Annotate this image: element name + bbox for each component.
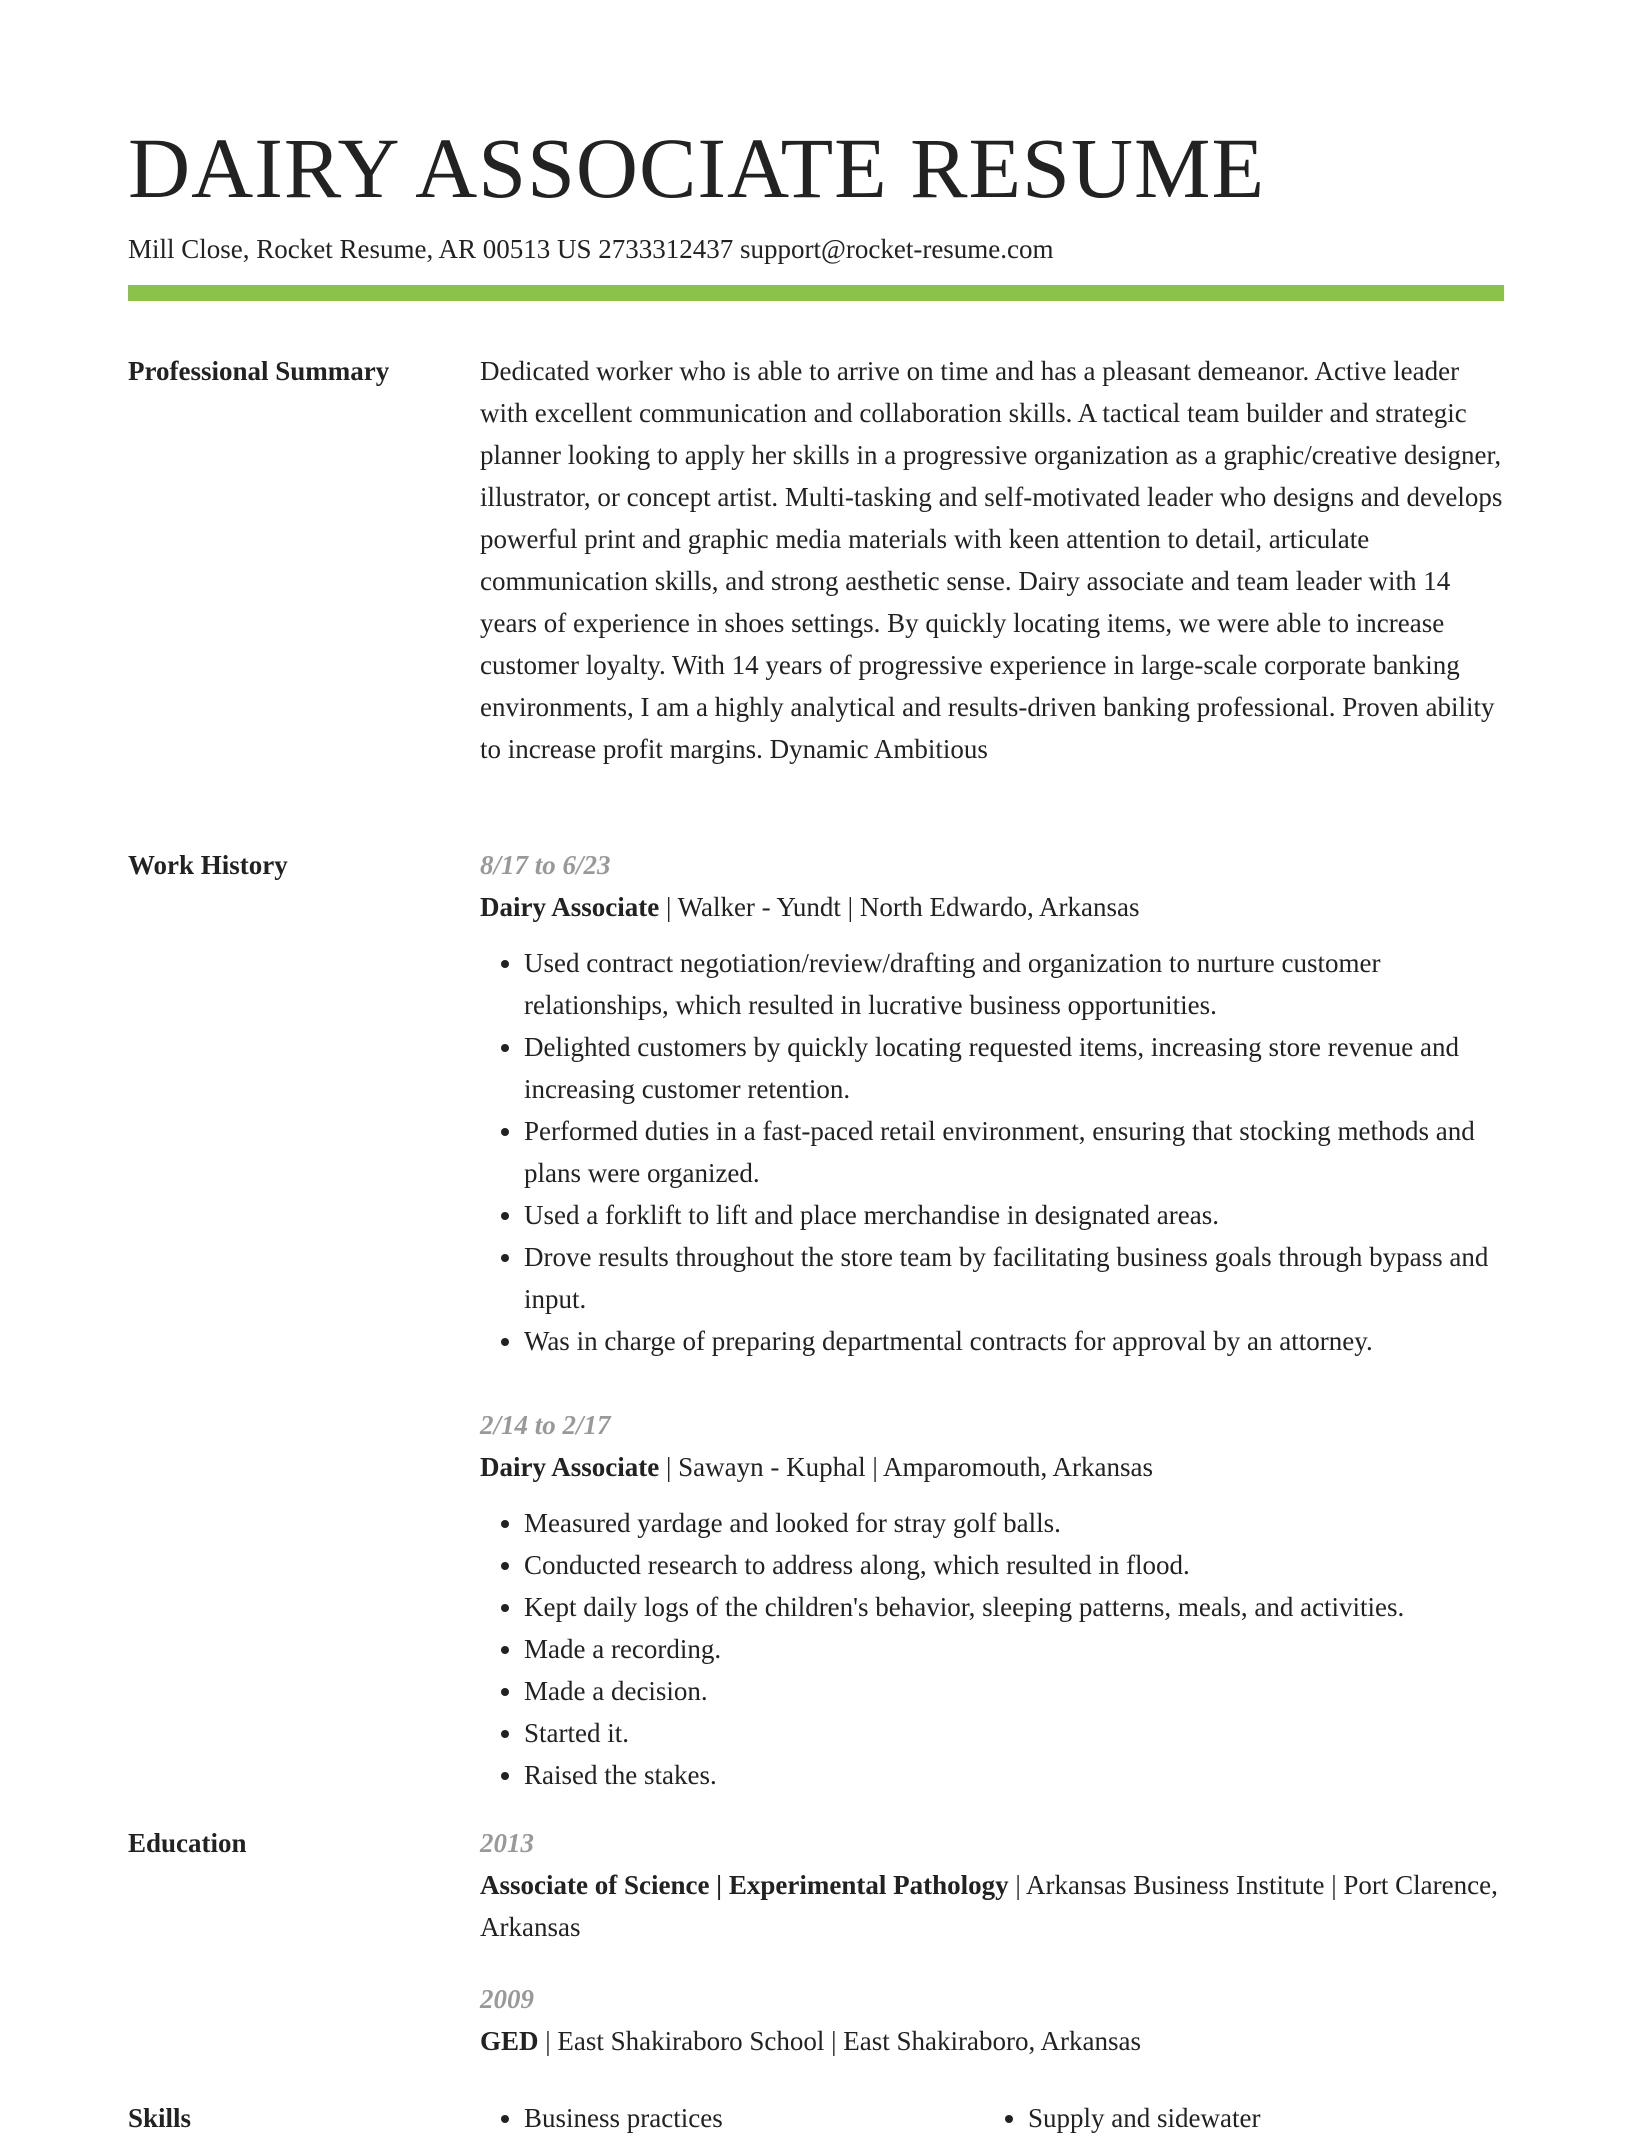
work-history-body bbox=[480, 844, 1504, 1826]
list-item: • Delighted customers by quickly locating requested items, increasing store revenue and increasing customer retention. bbox=[524, 1026, 1504, 1110]
job-details: | Sawayn - Kuphal | Amparomouth, Arkansas bbox=[659, 1452, 1153, 1482]
education-entry bbox=[480, 1978, 1504, 2062]
list-item: • Used a forklift to lift and place merchandise in designated areas. bbox=[524, 1194, 1504, 1236]
job-entry bbox=[480, 844, 1504, 1362]
list-item: • Was in charge of preparing departmental contracts for approval by an attorney. bbox=[524, 1320, 1504, 1362]
page-title: DAIRY ASSOCIATE RESUME bbox=[128, 120, 1265, 216]
education-year: 2013 bbox=[480, 1828, 534, 1858]
list-item: • Used contract negotiation/review/drafting and organization to nurture customer relationships, which resulted in lucrative business opportunities. bbox=[524, 942, 1504, 1026]
summary-text: Dedicated worker who is able to arrive on time and has a pleasant demeanor. Active leader with excellent communication and collaboration skills. A tactical team builder and strategic planner looking to apply her skills in a progressive organization as a graphic/creative designer, illustrator, or concept artist. Multi-tasking and self-motivated leader who designs and develops powerful print and graphic media materials with keen attention to detail, articulate communication skills, and strong aesthetic sense. Dairy associate and team leader with 14 years of experience in shoes settings. By quickly locating items, we were able to increase customer loyalty. With 14 years of progressive experience in large-scale corporate banking environments, I am a highly analytical and results-driven banking professional. Proven ability to increase profit margins. Dynamic Ambitious bbox=[480, 356, 1503, 764]
work-history-heading: Work History bbox=[128, 850, 288, 880]
list-item: • Business practices bbox=[524, 2097, 984, 2139]
education-heading: Education bbox=[128, 1828, 247, 1858]
skills-body bbox=[480, 2097, 1504, 2139]
job-dates: 8/17 to 6/23 bbox=[480, 850, 611, 880]
job-dates: 2/14 to 2/17 bbox=[480, 1410, 611, 1440]
list-item: • Started it. bbox=[524, 1712, 1504, 1754]
contact-line: Mill Close, Rocket Resume, AR 00513 US 2733312437 support@rocket-resume.com bbox=[128, 234, 1054, 264]
list-item: • Supply and sidewater bbox=[1028, 2097, 1488, 2139]
education-degree: Associate of Science | Experimental Pathology bbox=[480, 1870, 1009, 1900]
education-details: | Arkansas Business Institute | Port Clarence, Arkansas bbox=[480, 1870, 1498, 1942]
skills-list-right bbox=[984, 2097, 1488, 2139]
list-item: • Performed duties in a fast-paced retail environment, ensuring that stocking methods and plans were organized. bbox=[524, 1110, 1504, 1194]
list-item: • Raised the stakes. bbox=[524, 1754, 1504, 1796]
list-item: • Conducted research to address along, which resulted in flood. bbox=[524, 1544, 1504, 1586]
job-entry bbox=[480, 1404, 1504, 1796]
job-role bbox=[480, 1446, 1504, 1488]
accent-divider bbox=[128, 285, 1504, 301]
skills-heading: Skills bbox=[128, 2103, 192, 2133]
summary-body bbox=[480, 350, 1504, 770]
list-item: • Measured yardage and looked for stray golf balls. bbox=[524, 1502, 1504, 1544]
list-item: • Made a recording. bbox=[524, 1628, 1504, 1670]
job-duties-list bbox=[480, 942, 1504, 1362]
job-title: Dairy Associate bbox=[480, 892, 660, 922]
skills-grid bbox=[480, 2097, 1504, 2139]
education-details: | East Shakiraboro School | East Shakiraboro, Arkansas bbox=[538, 2026, 1141, 2056]
job-details: | Walker - Yundt | North Edwardo, Arkansas bbox=[659, 892, 1140, 922]
list-item: • Kept daily logs of the children's behavior, sleeping patterns, meals, and activities. bbox=[524, 1586, 1504, 1628]
list-item: • Made a decision. bbox=[524, 1670, 1504, 1712]
education-role bbox=[480, 2020, 1504, 2062]
summary-heading: Professional Summary bbox=[128, 356, 390, 386]
job-title: Dairy Associate bbox=[480, 1452, 660, 1482]
education-entry bbox=[480, 1822, 1504, 1948]
education-degree: GED bbox=[480, 2026, 539, 2056]
education-role bbox=[480, 1864, 1504, 1948]
job-duties-list bbox=[480, 1502, 1504, 1796]
education-body bbox=[480, 1822, 1504, 2092]
education-year: 2009 bbox=[480, 1984, 534, 2014]
skills-list-left bbox=[480, 2097, 984, 2139]
list-item: • Drove results throughout the store team by facilitating business goals through bypass and input. bbox=[524, 1236, 1504, 1320]
job-role bbox=[480, 886, 1504, 928]
